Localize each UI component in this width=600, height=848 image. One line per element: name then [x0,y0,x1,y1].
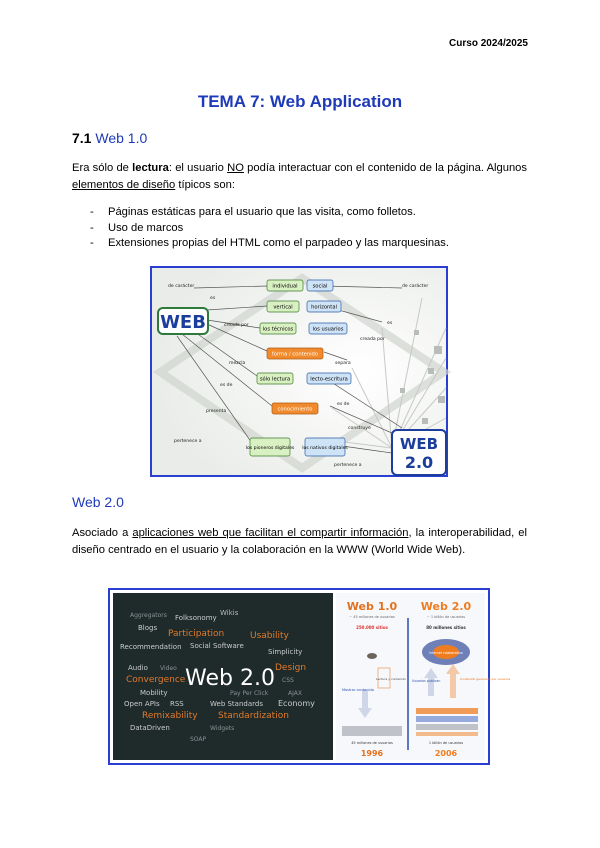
link-creada-right: creada por [360,337,385,342]
svg-text:Web Standards: Web Standards [210,700,263,708]
link-construye: construye [348,426,371,431]
web1-server-icon [367,653,377,659]
link-pertenece-right: pertenece a [334,463,362,468]
web1-subtitle: ~ 45 millones de usuarios [349,615,395,619]
list-item: - Páginas estáticas para el usuario que las visita, como folletos. [88,205,449,221]
intro-text-3: podía interactuar con el contenido de la página. Algunos [243,162,527,174]
intro-text-1: Era sólo de [72,162,133,174]
label-escritura: lecto-escritura [310,376,348,383]
web-concept-map-figure [150,266,448,477]
label-social: social [312,283,328,290]
svg-text:Recommendation: Recommendation [120,643,182,651]
svg-text:Convergence: Convergence [126,675,186,685]
section-1-number: 7.1 [72,130,92,146]
intro-bold-lectura: lectura [132,162,169,174]
section-2-paragraph [72,525,527,559]
section-1-intro [72,160,527,194]
svg-text:Remixability: Remixability [142,711,198,721]
web1-users-icons [342,726,402,736]
link-caracter-right: de carácter [402,284,429,289]
svg-text:Participation: Participation [168,629,225,639]
link-mezcla: mezcla [229,361,246,366]
web1-left-label: Mostrar contenido [342,688,374,692]
web2-underline: aplicaciones web que facilitan el compartir información [132,527,409,539]
web2-comparison-figure [108,588,511,765]
svg-text:Blogs: Blogs [138,624,158,632]
page-title: TEMA 7: Web Application [197,92,403,111]
web1-label: WEB [160,312,206,333]
svg-text:Standardization: Standardization [218,711,289,721]
link-es-left: es [210,296,216,301]
svg-text:Economy: Economy [278,699,315,708]
svg-text:CSS: CSS [282,677,294,684]
label-forma: forma / contenido [271,351,319,358]
web2-subtitle: ~ 1 billón de usuarios [426,615,466,619]
web2-users: 1 billón de usuarios [428,741,464,745]
svg-text:SOAP: SOAP [190,736,207,743]
link-es-right: es [387,321,393,326]
svg-text:Open APIs: Open APIs [124,700,160,708]
cloud-center-label: Web 2.0 [185,666,275,691]
svg-text:Mobility: Mobility [140,689,168,697]
web2-label-line1: WEB [399,435,439,453]
svg-text:Audio: Audio [128,664,148,672]
web2-year: 2006 [434,749,458,758]
label-usuarios: los usuarios [312,326,344,333]
course-year: Curso 2024/2025 [449,38,528,49]
concept-map-svg [152,268,446,475]
label-lectura: sólo lectura [259,376,291,383]
link-caracter-left: de carácter [168,284,195,289]
section-1-title: Web 1.0 [95,130,148,146]
web1-title: Web 1.0 [346,600,398,613]
intro-text-2: : el usuario [168,162,228,174]
svg-text:Widgets: Widgets [210,725,235,732]
label-conocimiento: conocimiento [277,406,313,413]
web2-cloud-label: Internet colaborativo [429,651,463,655]
label-individual: individual [272,283,298,290]
label-vertical: vertical [273,304,293,311]
svg-text:Usability: Usability [250,631,289,641]
svg-text:AJAX: AJAX [288,690,302,697]
link-esde-right: es de [337,402,350,407]
svg-text:DataDriven: DataDriven [130,724,170,732]
web2-comparison-svg [110,590,511,763]
svg-text:Video: Video [160,665,177,672]
section-2-heading: Web 2.0 [72,494,124,510]
svg-text:Folksonomy: Folksonomy [175,614,217,622]
svg-text:Simplicity: Simplicity [268,648,303,656]
web1-features-list [88,205,449,252]
web2-sites: 80 millones sitios [426,625,466,630]
list-item: - Extensiones propias del HTML como el parpadeo y las marquesinas. [88,236,449,252]
svg-text:Design: Design [275,663,307,673]
link-creada-left: creada por [224,323,249,328]
label-nativos: los nativos digitales [302,446,348,451]
web1-sites: 250.000 sitios [356,625,388,630]
label-pioneros: los pioneros digitales [245,446,295,451]
web1-year: 1996 [360,749,384,758]
web2-arrow-up-2 [450,670,456,698]
web1-arrow-shaft [362,690,368,710]
svg-text:Aggregators: Aggregators [130,612,167,619]
section-1-heading [72,130,147,146]
svg-text:Wikis: Wikis [220,609,239,617]
web1-right-label: Lectura y contenido [376,677,406,681]
svg-text:Pay Per Click: Pay Per Click [230,690,269,697]
web2-text-2: , la interoperabilidad, el diseño centrado en el usuario y la colaboración en la WWW (World Wide Web). [72,527,527,556]
svg-text:RSS: RSS [170,700,184,708]
link-esde-left: es de [220,383,233,388]
web2-text-1: Asociado a [72,527,133,539]
label-tecnicos: los técnicos [262,326,294,333]
web2-title: Web 2.0 [420,600,472,613]
list-item: - Uso de marcos [88,221,449,237]
web2-right-label: Contenido generado por usuarios [460,677,511,681]
svg-text:Social Software: Social Software [190,642,244,650]
label-horizontal: horizontal [311,304,337,311]
link-presenta: presenta [206,409,227,414]
link-pertenece-left: pertenece a [174,439,202,444]
web1-users: 45 millones de usuarios [351,741,393,745]
intro-underline-no: NO [227,162,244,174]
web2-label-line2: 2.0 [404,453,434,472]
intro-text-4: típicos son: [175,179,235,191]
link-separa: separa [335,361,351,366]
web2-left-label: Usuarios publican [412,679,441,683]
intro-underline-elements: elementos de diseño [72,179,176,191]
